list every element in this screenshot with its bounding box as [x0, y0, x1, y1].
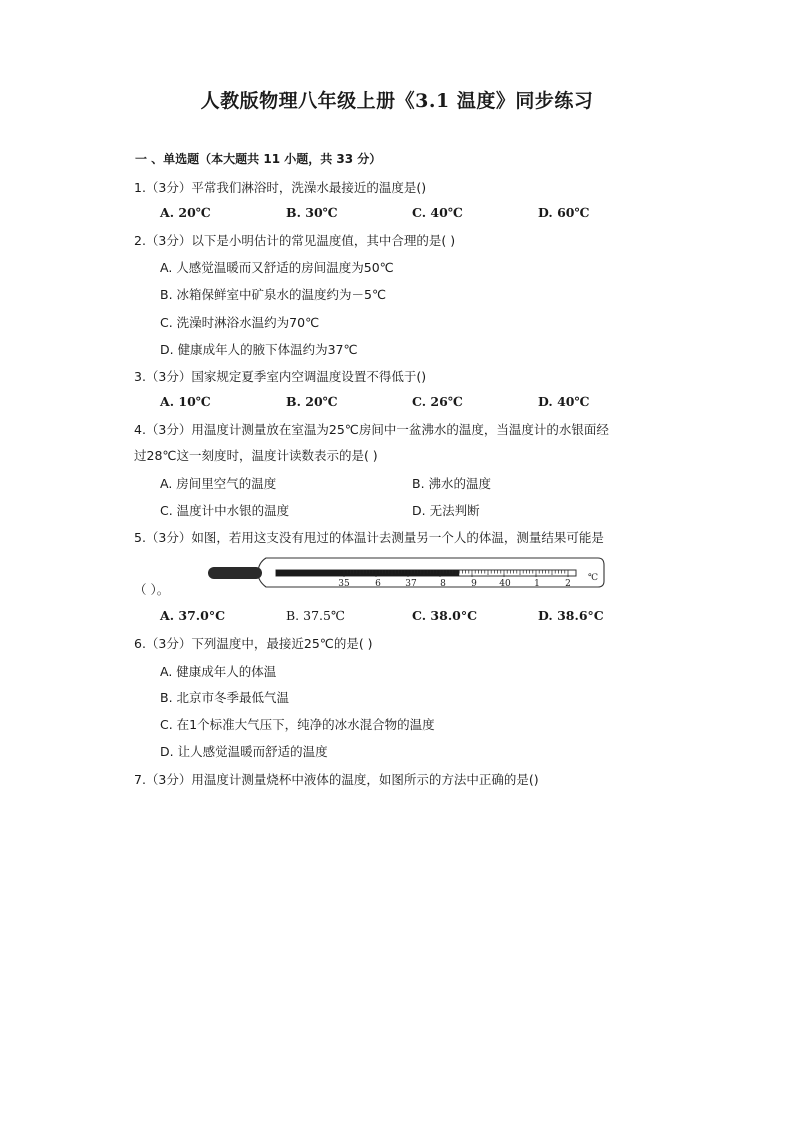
page-title: 人教版物理八年级上册《3.1 温度》同步练习 — [200, 90, 594, 112]
q6-option-d[interactable]: D. 让人感觉温暖而舒适的温度 — [160, 744, 328, 759]
q1-option-d[interactable]: D. 60℃ — [538, 205, 590, 220]
scale-label-6: 6 — [375, 579, 381, 589]
q5-option-b[interactable]: B. 37.5℃ — [286, 608, 345, 623]
q6-option-c[interactable]: C. 在1个标准大气压下，纯净的冰水混合物的温度 — [160, 717, 435, 732]
q4-option-d[interactable]: D. 无法判断 — [412, 503, 480, 518]
question-4-stem-line1: 4.（3分）用温度计测量放在室温为25℃房间中一盆沸水的温度，当温度计的水银面经 — [134, 422, 609, 437]
q4-option-b[interactable]: B. 沸水的温度 — [412, 476, 492, 491]
scale-label-8: 8 — [440, 579, 446, 589]
q1-option-c[interactable]: C. 40℃ — [412, 205, 463, 220]
question-3-stem: 3.（3分）国家规定夏季室内空调温度设置不得低于() — [134, 369, 427, 384]
scale-label-9: 9 — [471, 579, 477, 589]
q6-option-a[interactable]: A. 健康成年人的体温 — [160, 664, 277, 679]
q2-option-d[interactable]: D. 健康成年人的腋下体温约为37℃ — [160, 342, 358, 357]
q5-option-c[interactable]: C. 38.0°C — [412, 608, 478, 623]
question-5-stem-line2: （ ）。 — [134, 582, 170, 597]
q2-option-c[interactable]: C. 洗澡时淋浴水温约为70℃ — [160, 315, 320, 330]
question-2-stem: 2.（3分）以下是小明估计的常见温度值，其中合理的是( ) — [134, 233, 456, 248]
q3-option-c[interactable]: C. 26℃ — [412, 394, 463, 409]
scale-label-1: 1 — [534, 579, 540, 589]
q3-option-d[interactable]: D. 40℃ — [538, 394, 590, 409]
q2-option-a[interactable]: A. 人感觉温暖而又舒适的房间温度为50℃ — [160, 260, 394, 275]
question-5-stem-line1: 5.（3分）如图，若用这支没有甩过的体温计去测量另一个人的体温，测量结果可能是 — [134, 530, 604, 545]
question-7-stem: 7.（3分）用温度计测量烧杯中液体的温度，如图所示的方法中正确的是() — [134, 772, 539, 787]
q3-option-b[interactable]: B. 20℃ — [286, 394, 338, 409]
question-4-stem-line2: 过28℃这一刻度时，温度计读数表示的是( ) — [134, 448, 378, 463]
q4-option-a[interactable]: A. 房间里空气的温度 — [160, 476, 277, 491]
q4-option-c[interactable]: C. 温度计中水银的温度 — [160, 503, 290, 518]
q1-option-a[interactable]: A. 20℃ — [160, 205, 211, 220]
scale-unit: ℃ — [588, 573, 599, 583]
scale-label-37: 37 — [405, 579, 417, 589]
thermometer-bulb — [208, 567, 262, 579]
question-6-stem: 6.（3分）下列温度中，最接近25℃的是( ) — [134, 636, 373, 651]
mercury-column — [276, 570, 459, 576]
scale-label-40: 40 — [499, 579, 511, 589]
clinical-thermometer-figure — [206, 553, 606, 591]
scale-label-35: 35 — [338, 579, 350, 589]
scale-label-2: 2 — [565, 579, 571, 589]
q3-option-a[interactable]: A. 10℃ — [160, 394, 211, 409]
question-1-stem: 1.（3分）平常我们淋浴时，洗澡水最接近的温度是() — [134, 180, 427, 195]
q5-option-a[interactable]: A. 37.0°C — [160, 608, 226, 623]
section-heading: 一 、单选题（本大题共 11 小题，共 33 分） — [135, 152, 382, 166]
q2-option-b[interactable]: B. 冰箱保鲜室中矿泉水的温度约为－5℃ — [160, 287, 387, 302]
q6-option-b[interactable]: B. 北京市冬季最低气温 — [160, 690, 290, 705]
q5-option-d[interactable]: D. 38.6°C — [538, 608, 604, 623]
q1-option-b[interactable]: B. 30℃ — [286, 205, 338, 220]
